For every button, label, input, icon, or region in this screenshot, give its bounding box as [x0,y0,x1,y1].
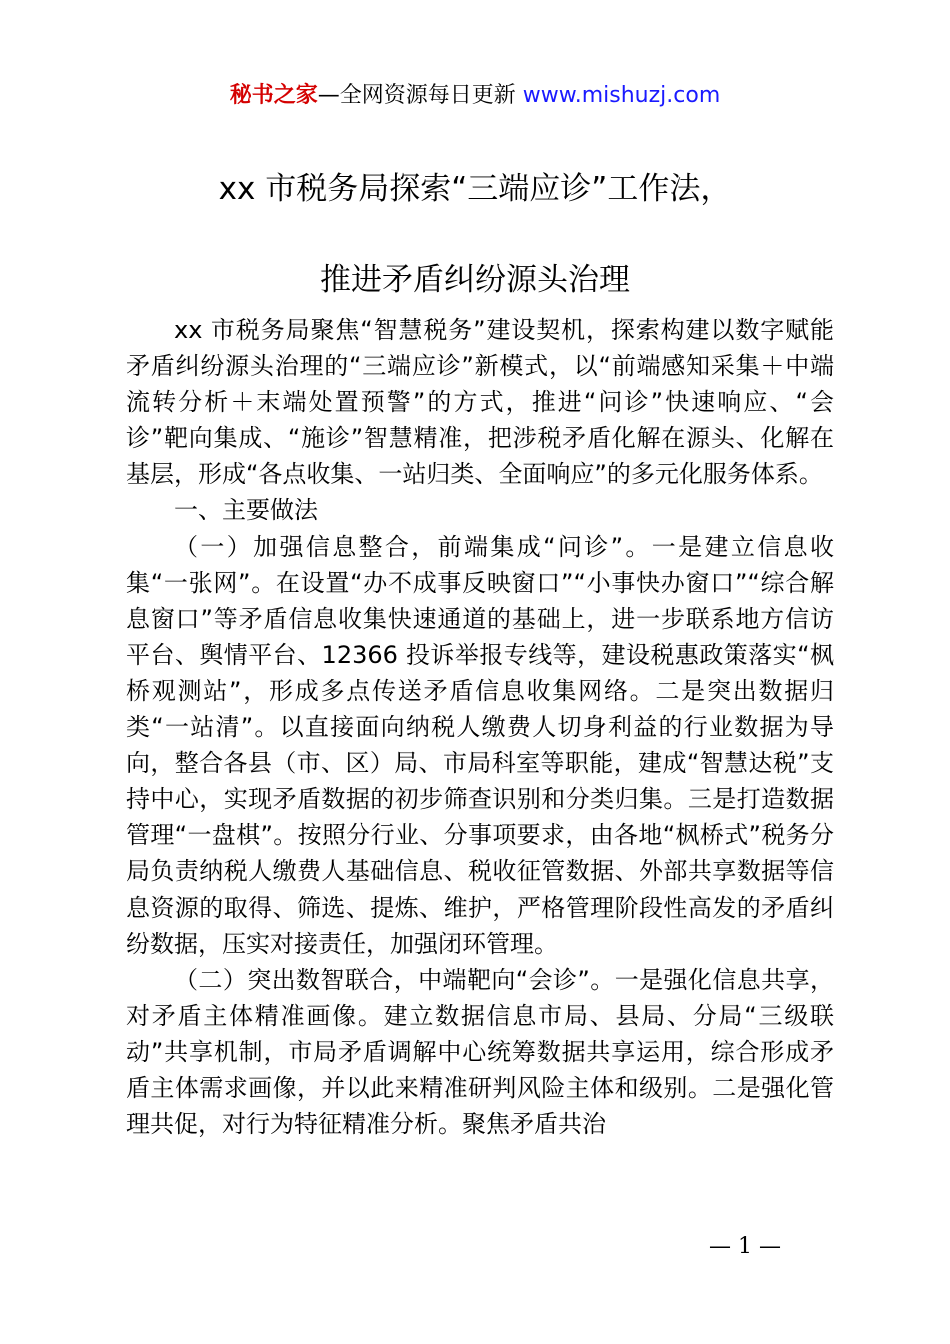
body-paragraph: （一）加强信息整合，前端集成“问诊”。一是建立信息收集“一张网”。在设置“办不成事反映窗口”“小事快办窗口”“综合解息窗口”等矛盾信息收集快速通道的基础上，进一步联系地方信访平台、舆情平台、12366 投诉举报专线等，建设税惠政策落实“枫桥观测站”，形成多点传送矛盾信息收集网络。二是突出数据归类“一站清”。以直接面向纳税人缴费人切身利益的行业数据为导向，整合各县（市、区）局、市局科室等职能，建成“智慧达税”支持中心，实现矛盾数据的初步筛查识别和分类归集。三是打造数据管理“一盘棋”。按照分行业、分事项要求，由各地“枫桥式”税务分局负责纳税人缴费人基础信息、税收征管数据、外部共享数据等信息资源的取得、筛选、提炼、维护，严格管理阶段性高发的矛盾纠纷数据，压实对接责任，加强闭环管理。 [126,532,834,958]
intro-paragraph: xx 市税务局聚焦“智慧税务”建设契机，探索构建以数字赋能矛盾纠纷源头治理的“三端应诊”新模式，以“前端感知采集＋中端流转分析＋末端处置预警”的方式，推进“问诊”快速响应、“会诊”靶向集成、“施诊”智慧精准，把涉税矛盾化解在源头、化解在基层，形成“各点收集、一站归类、全面响应”的多元化服务体系。 [126,316,834,489]
document-title-line-1: xx 市税务局探索“三端应诊”工作法， [218,171,732,207]
site-header [0,80,950,112]
site-slogan: —全网资源每日更新 [317,83,523,108]
body-paragraph: （二）突出数智联合，中端靶向“会诊”。一是强化信息共享，对矛盾主体精准画像。建立数据信息市局、县局、分局“三级联动”共享机制，市局矛盾调解中心统筹数据共享运用，综合形成矛盾主体需求画像，并以此来精准研判风险主体和级别。二是强化管理共促，对行为特征精准分析。聚焦矛盾共治 [126,965,834,1139]
site-brand: 秘书之家 [229,83,318,108]
document-title-line-2: 推进矛盾纠纷源头治理 [320,262,630,298]
site-url-link[interactable]: www.mishuzj.com [522,83,721,108]
document-body [126,312,834,1142]
section-heading: 一、主要做法 [174,496,318,525]
page-number: — 1 — [709,1234,781,1259]
